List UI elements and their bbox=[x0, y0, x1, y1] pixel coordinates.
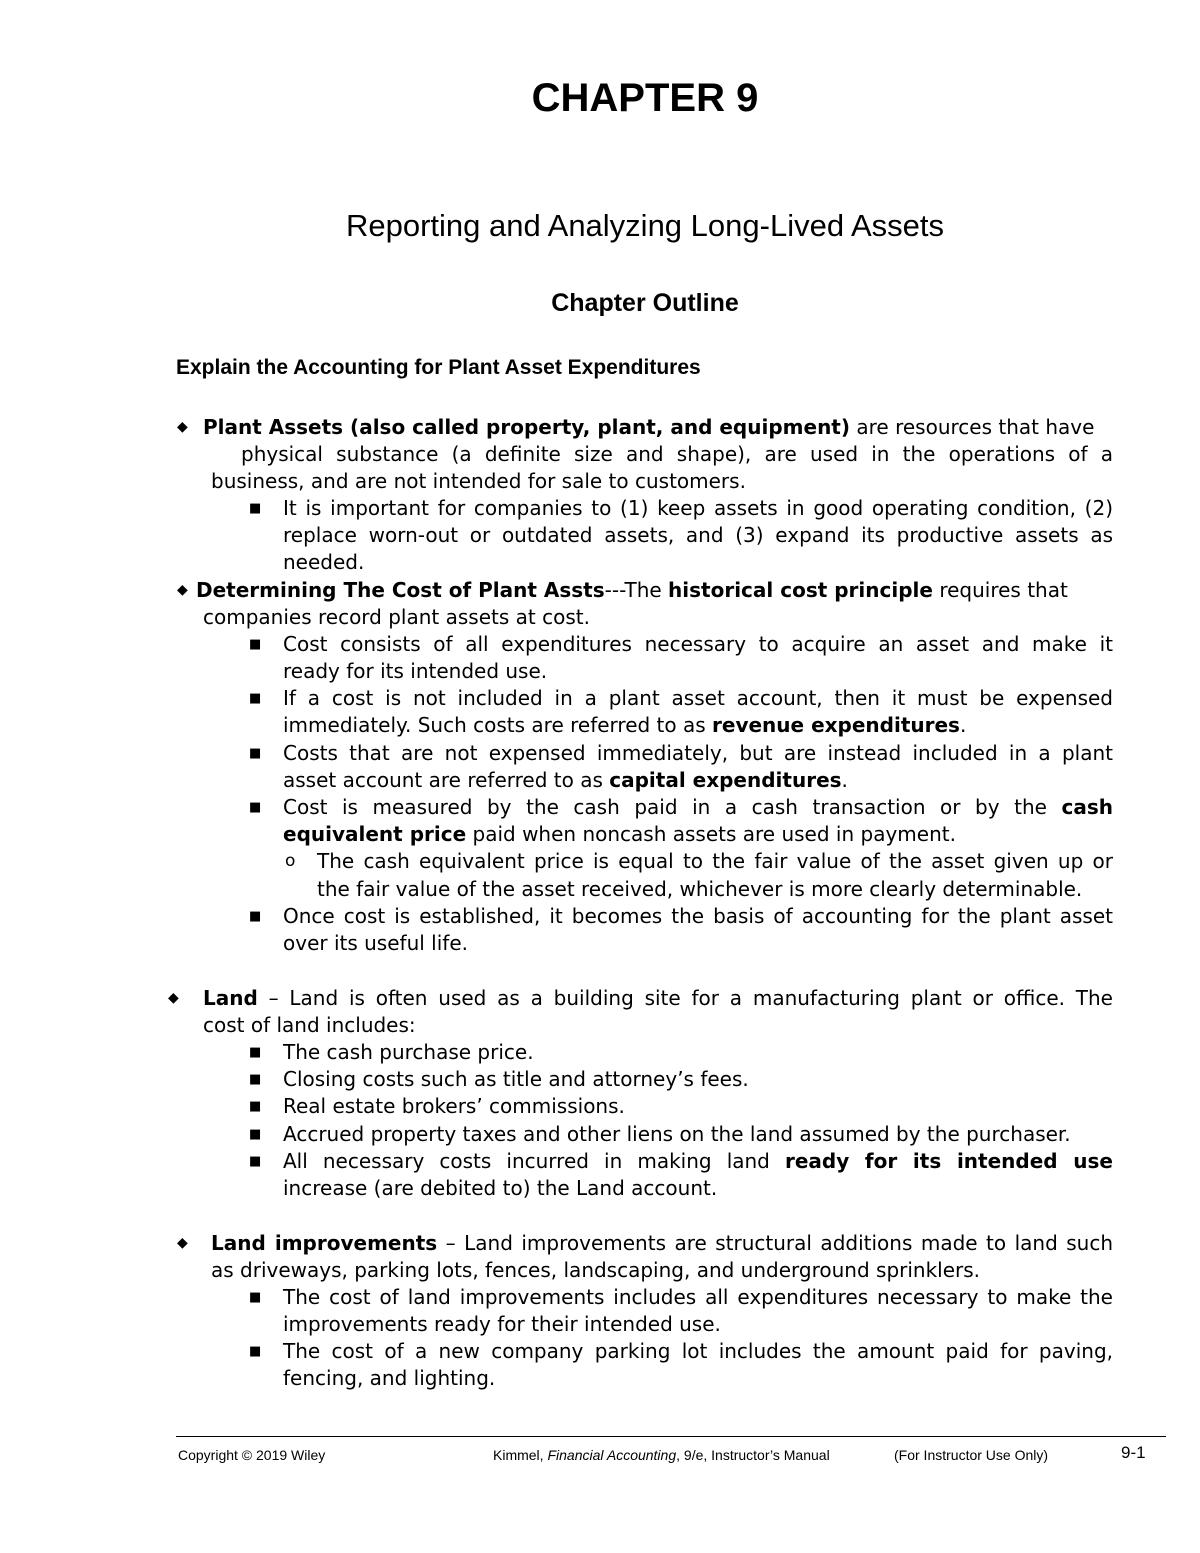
land-improvements-bullet-1-line-1: The cost of land improvements includes all expenditures necessary to make the bbox=[283, 1285, 1113, 1309]
cost-bullet-5-line-1: Once cost is established, it becomes the basis of accounting for the plant asset bbox=[283, 904, 1113, 928]
cost-bullet-4-line-1 bbox=[283, 794, 1113, 821]
land-bullet-2: Closing costs such as title and attorney’s fees. bbox=[283, 1067, 749, 1091]
chapter-title: Reporting and Analyzing Long-Lived Assets bbox=[345, 208, 944, 243]
footer-book-info bbox=[493, 1445, 830, 1465]
square-bullet-icon: ■ bbox=[249, 1290, 262, 1305]
square-bullet-icon: ■ bbox=[249, 1045, 262, 1060]
cost-line-1 bbox=[196, 577, 1068, 604]
footer-book-title: Financial Accounting bbox=[547, 1447, 677, 1463]
diamond-bullet-icon: ◆ bbox=[177, 1235, 188, 1251]
square-bullet-icon: ■ bbox=[249, 1127, 262, 1142]
cost-sub-bullet-line-1: The cash equivalent price is equal to the fair value of the asset given up or bbox=[317, 849, 1113, 873]
plant-assets-bullet-1-line-3: needed. bbox=[283, 550, 365, 574]
cost-bullet-4-line-2 bbox=[283, 821, 956, 848]
cost-bullet-4-text: Cost is measured by the cash paid in a cash transaction or by the bbox=[283, 795, 1062, 819]
equivalent-price-term: equivalent price bbox=[283, 822, 467, 846]
cost-term: Determining The Cost of Plant Assts bbox=[196, 578, 605, 602]
square-bullet-icon: ■ bbox=[249, 1099, 262, 1114]
plant-assets-line-2: physical substance (a definite size and shape), are used in the operations of a bbox=[241, 442, 1113, 466]
period: . bbox=[841, 768, 848, 792]
footer-use-notice: (For Instructor Use Only) bbox=[894, 1447, 1049, 1463]
land-improvements-line-1 bbox=[211, 1230, 1113, 1257]
diamond-bullet-icon: ◆ bbox=[168, 990, 179, 1006]
square-bullet-icon: ■ bbox=[249, 1072, 262, 1087]
chapter-number: CHAPTER 9 bbox=[531, 76, 759, 120]
cost-text: requires that bbox=[932, 578, 1068, 602]
diamond-bullet-icon: ◆ bbox=[177, 419, 188, 435]
square-bullet-icon: ■ bbox=[249, 691, 262, 706]
period: . bbox=[959, 713, 967, 737]
cost-dashes: ---The bbox=[604, 578, 669, 602]
plant-assets-line-3: business, and are not intended for sale to customers. bbox=[211, 469, 746, 493]
revenue-expenditures: revenue expenditures bbox=[712, 713, 960, 737]
land-term: Land bbox=[203, 986, 258, 1010]
land-bullet-1: The cash purchase price. bbox=[283, 1040, 534, 1064]
land-improvements-line-2: as driveways, parking lots, fences, landscaping, and underground sprinklers. bbox=[211, 1258, 981, 1282]
cash-term: cash bbox=[1061, 795, 1113, 819]
square-bullet-icon: ■ bbox=[249, 1344, 262, 1359]
land-improvements-term: Land improvements bbox=[211, 1231, 438, 1255]
land-improvements-text: – Land improvements are structural additions made to land such bbox=[437, 1231, 1113, 1255]
square-bullet-icon: ■ bbox=[249, 909, 262, 924]
land-bullet-4: Accrued property taxes and other liens on the land assumed by the purchaser. bbox=[283, 1122, 1071, 1146]
cost-bullet-1-line-1: Cost consists of all expenditures necessary to acquire an asset and make it bbox=[283, 632, 1113, 656]
land-improvements-bullet-2-line-1: The cost of a new company parking lot includes the amount paid for paving, bbox=[283, 1339, 1113, 1363]
land-bullet-5-line-2: increase (are debited to) the Land account. bbox=[283, 1176, 718, 1200]
footer-copyright: Copyright © 2019 Wiley bbox=[178, 1447, 326, 1463]
plant-assets-line-1 bbox=[203, 414, 1094, 441]
section-heading: Explain the Accounting for Plant Asset Expenditures bbox=[176, 356, 701, 379]
cost-bullet-3-text: asset account are referred to as bbox=[283, 768, 610, 792]
cost-bullet-2-text: immediately. Such costs are referred to as bbox=[283, 713, 713, 737]
page-number: 9-1 bbox=[1121, 1443, 1146, 1462]
circle-bullet-icon: o bbox=[285, 851, 296, 871]
land-bullet-5-line-1 bbox=[283, 1148, 1113, 1175]
cost-bullet-3-line-1: Costs that are not expensed immediately, but are instead included in a plant bbox=[283, 741, 1113, 765]
cost-bullet-1-line-2: ready for its intended use. bbox=[283, 659, 548, 683]
land-line-2: cost of land includes: bbox=[203, 1013, 416, 1037]
capital-expenditures: capital expenditures bbox=[609, 768, 842, 792]
land-improvements-bullet-2-line-2: fencing, and lighting. bbox=[283, 1366, 496, 1390]
chapter-outline-heading: Chapter Outline bbox=[551, 289, 739, 317]
diamond-bullet-icon: ◆ bbox=[177, 582, 188, 598]
land-improvements-bullet-1-line-2: improvements ready for their intended use. bbox=[283, 1312, 721, 1336]
land-text: – Land is often used as a building site for a manufacturing plant or office. The bbox=[257, 986, 1113, 1010]
land-bullet-3: Real estate brokers’ commissions. bbox=[283, 1094, 625, 1118]
footer-divider bbox=[176, 1436, 1166, 1437]
plant-assets-bullet-1-line-1: It is important for companies to (1) keep assets in good operating condition, (2) bbox=[283, 496, 1113, 520]
cost-sub-bullet-line-2: the fair value of the asset received, whichever is more clearly determinable. bbox=[317, 877, 1083, 901]
cost-bullet-2-line-1: If a cost is not included in a plant asset account, then it must be expensed bbox=[283, 686, 1113, 710]
cost-bullet-5-line-2: over its useful life. bbox=[283, 931, 468, 955]
square-bullet-icon: ■ bbox=[249, 501, 262, 516]
cost-bullet-3-line-2 bbox=[283, 767, 848, 794]
plant-assets-bullet-1-line-2: replace worn-out or outdated assets, and (3) expand its productive assets as bbox=[283, 523, 1113, 547]
square-bullet-icon: ■ bbox=[249, 800, 262, 815]
cost-bullet-2-line-2 bbox=[283, 712, 966, 739]
square-bullet-icon: ■ bbox=[249, 746, 262, 761]
square-bullet-icon: ■ bbox=[249, 1154, 262, 1169]
land-line-1 bbox=[203, 985, 1113, 1012]
land-bullet-5-text: All necessary costs incurred in making land bbox=[283, 1149, 785, 1173]
ready-for-intended-use: ready for its intended use bbox=[784, 1149, 1113, 1173]
plant-assets-text: are resources that have bbox=[850, 415, 1095, 439]
cost-line-2: companies record plant assets at cost. bbox=[203, 605, 590, 629]
footer-author: Kimmel, bbox=[493, 1447, 548, 1463]
footer-edition: , 9/e, Instructor’s Manual bbox=[676, 1447, 830, 1463]
square-bullet-icon: ■ bbox=[249, 637, 262, 652]
historical-cost-principle: historical cost principle bbox=[668, 578, 933, 602]
cost-bullet-4-text-2: paid when noncash assets are used in payment. bbox=[466, 822, 956, 846]
plant-assets-term: Plant Assets (also called property, plant, and equipment) bbox=[203, 415, 851, 439]
